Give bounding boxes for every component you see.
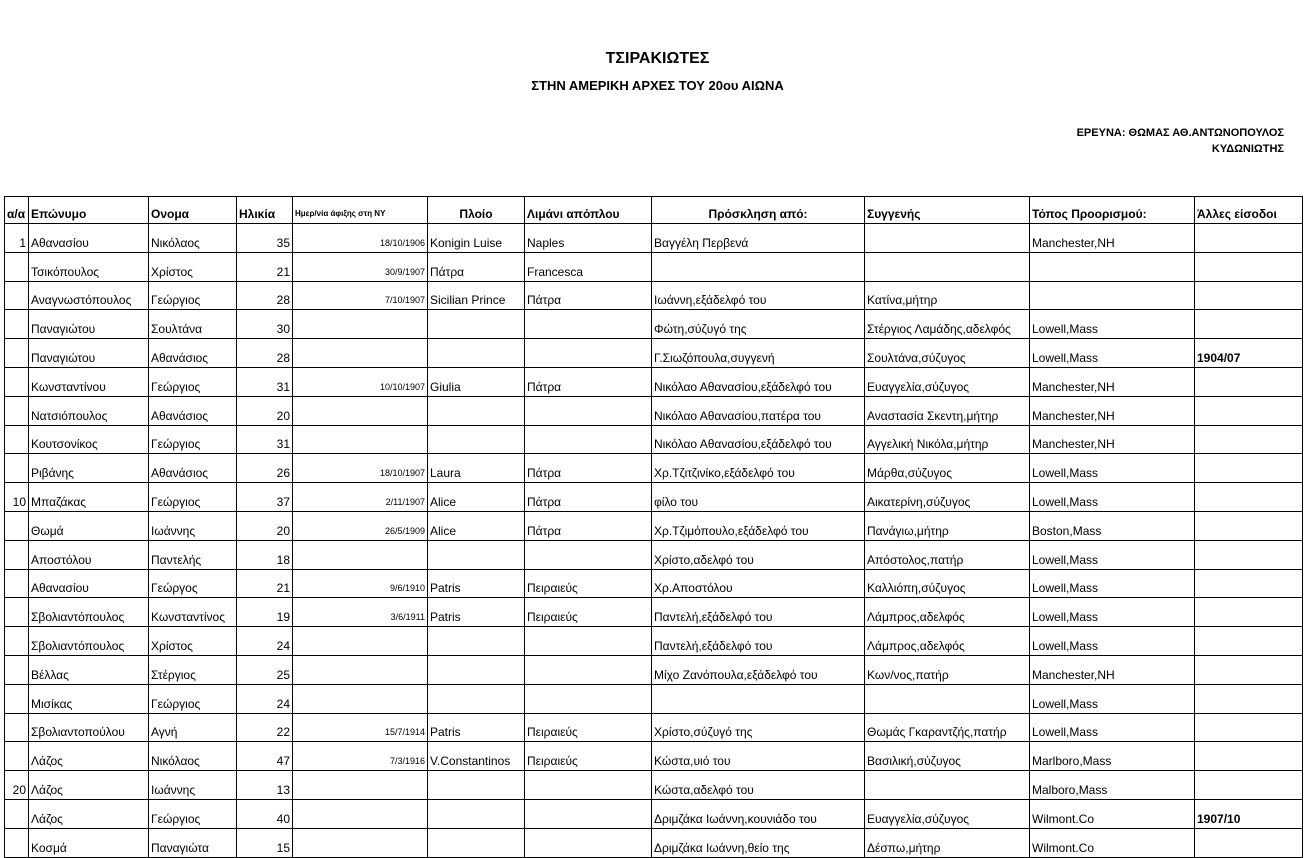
cell-other (1195, 771, 1303, 800)
cell-age: 28 (237, 281, 293, 310)
cell-aa (5, 742, 29, 771)
cell-port (525, 771, 652, 800)
cell-port (525, 396, 652, 425)
table-row (5, 224, 1303, 253)
cell-surname: Λάζος (29, 799, 149, 828)
cell-date (293, 828, 428, 857)
cell-other: 1904/07 (1195, 339, 1303, 368)
cell-destination: Marlboro,Mass (1030, 742, 1195, 771)
cell-aa (5, 627, 29, 656)
cell-surname: Σβολιαντόπουλος (29, 598, 149, 627)
cell-date: 18/10/1907 (293, 454, 428, 483)
cell-invitation: Δριμζάκα Ιωάννη,κουνιάδο του (652, 799, 865, 828)
cell-name: Χρίστος (149, 252, 237, 281)
cell-age: 22 (237, 713, 293, 742)
cell-relative: Βασιλική,σύζυγος (865, 742, 1030, 771)
cell-date: 30/9/1907 (293, 252, 428, 281)
cell-port (525, 828, 652, 857)
cell-port: Francesca (525, 252, 652, 281)
cell-invitation: Κώστα,αδελφό του (652, 771, 865, 800)
cell-name: Γεώργιος (149, 425, 237, 454)
cell-invitation: Νικόλαο Αθανασίου,εξάδελφό του (652, 425, 865, 454)
table-row (5, 540, 1303, 569)
cell-other (1195, 367, 1303, 396)
cell-age: 24 (237, 627, 293, 656)
table-row (5, 655, 1303, 684)
cell-relative: Ευαγγελία,σύζυγος (865, 367, 1030, 396)
cell-surname: Παναγιώτου (29, 310, 149, 339)
cell-surname: Λάζος (29, 771, 149, 800)
cell-destination: Malboro,Mass (1030, 771, 1195, 800)
cell-age: 18 (237, 540, 293, 569)
cell-relative: Θωμάς Γκαραντζής,πατήρ (865, 713, 1030, 742)
cell-other (1195, 425, 1303, 454)
cell-invitation: Χρ.Αποστόλου (652, 569, 865, 598)
cell-port (525, 425, 652, 454)
cell-name: Χρίστος (149, 627, 237, 656)
cell-ship (428, 396, 525, 425)
table-row (5, 598, 1303, 627)
cell-name: Γεώργιος (149, 799, 237, 828)
cell-ship (428, 655, 525, 684)
cell-aa (5, 540, 29, 569)
cell-invitation: Χρ.Τζιτζινίκο,εξάδελφό του (652, 454, 865, 483)
cell-invitation: Γ.Σιωζόπουλα,συγγενή (652, 339, 865, 368)
cell-other (1195, 511, 1303, 540)
cell-age: 40 (237, 799, 293, 828)
cell-date (293, 799, 428, 828)
cell-date: 15/7/1914 (293, 713, 428, 742)
cell-aa (5, 684, 29, 713)
col-header-destination: Τόπος Προορισμού: (1030, 197, 1195, 224)
cell-ship: Alice (428, 483, 525, 512)
table-row (5, 684, 1303, 713)
cell-port (525, 627, 652, 656)
table-row (5, 742, 1303, 771)
cell-aa (5, 425, 29, 454)
table-row (5, 771, 1303, 800)
cell-port: Πάτρα (525, 281, 652, 310)
research-origin: ΚΥΔΩΝΙΩΤΗΣ (1211, 143, 1284, 155)
cell-port (525, 799, 652, 828)
table-row (5, 252, 1303, 281)
table-row (5, 367, 1303, 396)
cell-destination: Lowell,Mass (1030, 310, 1195, 339)
cell-other (1195, 569, 1303, 598)
table-row (5, 828, 1303, 857)
cell-invitation: Παντελή,εξάδελφό του (652, 598, 865, 627)
cell-surname: Θωμά (29, 511, 149, 540)
cell-age: 26 (237, 454, 293, 483)
cell-surname: Αποστόλου (29, 540, 149, 569)
cell-destination: Lowell,Mass (1030, 454, 1195, 483)
cell-aa (5, 713, 29, 742)
cell-relative: Απόστολος,πατήρ (865, 540, 1030, 569)
cell-destination: Manchester,NH (1030, 425, 1195, 454)
cell-destination: Lowell,Mass (1030, 713, 1195, 742)
cell-invitation: Χρίστο,σύζυγό της (652, 713, 865, 742)
cell-other (1195, 627, 1303, 656)
col-header-invitation: Πρόσκληση από: (652, 197, 865, 224)
cell-name: Νικόλαος (149, 742, 237, 771)
cell-surname: Σβολιαντόπουλος (29, 627, 149, 656)
cell-ship: Patris (428, 713, 525, 742)
cell-port (525, 540, 652, 569)
cell-relative: Στέργιος Λαμάδης,αδελφός (865, 310, 1030, 339)
cell-aa (5, 367, 29, 396)
cell-invitation: Δριμζάκα Ιωάννη,θείο της (652, 828, 865, 857)
cell-ship: Laura (428, 454, 525, 483)
col-header-surname: Επώνυμο (29, 197, 149, 224)
cell-surname: Νατσιόπουλος (29, 396, 149, 425)
cell-other (1195, 310, 1303, 339)
cell-surname: Μπαζάκας (29, 483, 149, 512)
table-row (5, 569, 1303, 598)
cell-name: Ιωάννης (149, 511, 237, 540)
cell-invitation (652, 684, 865, 713)
cell-age: 20 (237, 511, 293, 540)
cell-relative: Κατίνα,μήτηρ (865, 281, 1030, 310)
cell-port (525, 655, 652, 684)
cell-destination: Manchester,NH (1030, 224, 1195, 253)
cell-relative: Καλλιόπη,σύζυγος (865, 569, 1030, 598)
cell-date (293, 540, 428, 569)
cell-aa: 10 (5, 483, 29, 512)
cell-ship (428, 310, 525, 339)
cell-relative (865, 771, 1030, 800)
cell-other (1195, 483, 1303, 512)
cell-invitation: Χρίστο,αδελφό του (652, 540, 865, 569)
table-row (5, 799, 1303, 828)
table-row (5, 454, 1303, 483)
cell-date (293, 310, 428, 339)
cell-ship: Alice (428, 511, 525, 540)
cell-age: 47 (237, 742, 293, 771)
cell-aa (5, 281, 29, 310)
cell-date (293, 627, 428, 656)
cell-name: Γεώργιος (149, 367, 237, 396)
cell-invitation: Μίχο Ζανόπουλα,εξάδελφό του (652, 655, 865, 684)
cell-aa (5, 828, 29, 857)
cell-ship (428, 828, 525, 857)
cell-aa (5, 454, 29, 483)
cell-surname: Σβολιαντοπούλου (29, 713, 149, 742)
cell-surname: Αθανασίου (29, 569, 149, 598)
cell-ship (428, 799, 525, 828)
table-body (5, 224, 1303, 858)
cell-surname: Λάζος (29, 742, 149, 771)
table-header-row (5, 197, 1303, 224)
cell-destination: Wilmont.Co (1030, 799, 1195, 828)
table-row (5, 281, 1303, 310)
cell-other (1195, 252, 1303, 281)
cell-date: 7/3/1916 (293, 742, 428, 771)
cell-invitation: Ιωάννη,εξάδελφό του (652, 281, 865, 310)
cell-name: Γεώργιος (149, 483, 237, 512)
cell-ship: V.Constantinos (428, 742, 525, 771)
cell-age: 31 (237, 425, 293, 454)
cell-invitation (652, 252, 865, 281)
cell-invitation: Παντελή,εξάδελφό του (652, 627, 865, 656)
cell-port: Πειραιεύς (525, 598, 652, 627)
research-credit (1077, 125, 1284, 157)
cell-ship (428, 540, 525, 569)
cell-age: 21 (237, 252, 293, 281)
cell-age: 37 (237, 483, 293, 512)
cell-invitation: Βαγγέλη Περβενά (652, 224, 865, 253)
cell-age: 15 (237, 828, 293, 857)
cell-other (1195, 742, 1303, 771)
cell-port (525, 339, 652, 368)
cell-invitation: Φώτη,σύζυγό της (652, 310, 865, 339)
cell-date: 26/5/1909 (293, 511, 428, 540)
cell-surname: Αθανασίου (29, 224, 149, 253)
cell-surname: Βέλλας (29, 655, 149, 684)
cell-aa: 20 (5, 771, 29, 800)
cell-other (1195, 713, 1303, 742)
cell-ship: Konigin Luise (428, 224, 525, 253)
cell-port: Πειραιεύς (525, 569, 652, 598)
cell-aa (5, 511, 29, 540)
cell-destination: Lowell,Mass (1030, 483, 1195, 512)
cell-other (1195, 828, 1303, 857)
cell-port: Πάτρα (525, 367, 652, 396)
cell-port: Πάτρα (525, 483, 652, 512)
cell-surname: Κωνσταντίνου (29, 367, 149, 396)
col-header-age: Ηλικία (237, 197, 293, 224)
cell-aa (5, 339, 29, 368)
cell-aa (5, 569, 29, 598)
immigrants-table (4, 196, 1303, 858)
cell-age: 19 (237, 598, 293, 627)
cell-name: Αθανάσιος (149, 396, 237, 425)
table-row (5, 339, 1303, 368)
cell-surname: Μισίκας (29, 684, 149, 713)
cell-age: 35 (237, 224, 293, 253)
cell-invitation: Κώστα,υιό του (652, 742, 865, 771)
cell-name: Αθανάσιος (149, 339, 237, 368)
cell-name: Παντελής (149, 540, 237, 569)
cell-other (1195, 540, 1303, 569)
cell-name: Νικόλαος (149, 224, 237, 253)
table-row (5, 483, 1303, 512)
cell-name: Γεώργος (149, 569, 237, 598)
cell-port: Naples (525, 224, 652, 253)
cell-ship: Patris (428, 569, 525, 598)
cell-date (293, 339, 428, 368)
col-header-other: Άλλες είσοδοι (1195, 197, 1303, 224)
cell-ship: Πάτρα (428, 252, 525, 281)
cell-aa: 1 (5, 224, 29, 253)
cell-name: Παναγιώτα (149, 828, 237, 857)
cell-name: Στέργιος (149, 655, 237, 684)
cell-name: Γεώργιος (149, 684, 237, 713)
cell-name: Ιωάννης (149, 771, 237, 800)
cell-aa (5, 252, 29, 281)
cell-other (1195, 281, 1303, 310)
cell-other (1195, 684, 1303, 713)
cell-age: 21 (237, 569, 293, 598)
cell-relative: Αγγελική Νικόλα,μήτηρ (865, 425, 1030, 454)
cell-destination: Lowell,Mass (1030, 598, 1195, 627)
cell-relative (865, 252, 1030, 281)
cell-other (1195, 396, 1303, 425)
cell-aa (5, 310, 29, 339)
cell-ship: Sicilian Prince (428, 281, 525, 310)
cell-date (293, 771, 428, 800)
cell-ship (428, 771, 525, 800)
cell-relative (865, 224, 1030, 253)
cell-date: 18/10/1906 (293, 224, 428, 253)
cell-destination: Lowell,Mass (1030, 627, 1195, 656)
cell-destination (1030, 252, 1195, 281)
cell-invitation: Χρ.Τζιμόπουλο,εξάδελφό του (652, 511, 865, 540)
cell-date: 2/11/1907 (293, 483, 428, 512)
cell-date: 9/6/1910 (293, 569, 428, 598)
cell-date (293, 655, 428, 684)
cell-ship (428, 627, 525, 656)
col-header-name: Ονομα (149, 197, 237, 224)
cell-name: Γεώργιος (149, 281, 237, 310)
cell-port: Πάτρα (525, 511, 652, 540)
cell-destination: Lowell,Mass (1030, 569, 1195, 598)
cell-name: Σουλτάνα (149, 310, 237, 339)
cell-aa (5, 396, 29, 425)
table-row (5, 396, 1303, 425)
cell-ship (428, 684, 525, 713)
cell-ship: Patris (428, 598, 525, 627)
col-header-ship: Πλοίο (428, 197, 525, 224)
table-row (5, 511, 1303, 540)
cell-relative: Δέσπω,μήτηρ (865, 828, 1030, 857)
cell-surname: Τσικόπουλος (29, 252, 149, 281)
cell-age: 25 (237, 655, 293, 684)
cell-other (1195, 224, 1303, 253)
cell-destination: Manchester,NH (1030, 655, 1195, 684)
cell-age: 20 (237, 396, 293, 425)
cell-age: 13 (237, 771, 293, 800)
cell-surname: Παναγιώτου (29, 339, 149, 368)
cell-name: Αγνή (149, 713, 237, 742)
cell-surname: Κουτσονίκος (29, 425, 149, 454)
cell-age: 30 (237, 310, 293, 339)
cell-invitation: φίλο του (652, 483, 865, 512)
research-author: ΕΡΕΥΝΑ: ΘΩΜΑΣ ΑΘ.ΑΝΤΩΝΟΠΟΥΛΟΣ (1076, 127, 1284, 139)
cell-relative: Αναστασία Σκεντη,μήτηρ (865, 396, 1030, 425)
cell-age: 31 (237, 367, 293, 396)
cell-destination: Manchester,NH (1030, 396, 1195, 425)
col-header-relative: Συγγενής (865, 197, 1030, 224)
cell-age: 24 (237, 684, 293, 713)
cell-surname: Ριβάνης (29, 454, 149, 483)
cell-relative: Πανάγιω,μήτηρ (865, 511, 1030, 540)
cell-destination: Boston,Mass (1030, 511, 1195, 540)
cell-relative: Μάρθα,σύζυγος (865, 454, 1030, 483)
table-row (5, 627, 1303, 656)
cell-relative: Αικατερίνη,σύζυγος (865, 483, 1030, 512)
cell-relative: Σουλτάνα,σύζυγος (865, 339, 1030, 368)
cell-invitation: Νικόλαο Αθανασίου,εξάδελφό του (652, 367, 865, 396)
cell-port: Πάτρα (525, 454, 652, 483)
cell-date: 10/10/1907 (293, 367, 428, 396)
cell-relative: Κων/νος,πατήρ (865, 655, 1030, 684)
cell-other (1195, 598, 1303, 627)
cell-ship: Giulia (428, 367, 525, 396)
cell-destination: Wilmont.Co (1030, 828, 1195, 857)
cell-ship (428, 425, 525, 454)
page-title: ΤΣΙΡΑΚΙΩΤΕΣ (605, 50, 710, 67)
cell-destination: Manchester,NH (1030, 367, 1195, 396)
col-header-aa: α/α (5, 197, 29, 224)
col-header-date: Ημερ/νία άφιξης στη ΝΥ (293, 197, 428, 224)
cell-port: Πειραιεύς (525, 742, 652, 771)
cell-other (1195, 655, 1303, 684)
cell-other (1195, 454, 1303, 483)
cell-aa (5, 799, 29, 828)
cell-relative: Ευαγγελία,σύζυγος (865, 799, 1030, 828)
cell-relative: Λάμπρος,αδελφός (865, 598, 1030, 627)
cell-relative (865, 684, 1030, 713)
cell-date (293, 425, 428, 454)
cell-destination: Lowell,Mass (1030, 684, 1195, 713)
table-row (5, 425, 1303, 454)
page-subtitle: ΣΤΗΝ ΑΜΕΡΙΚΗ ΑΡΧΕΣ ΤΟΥ 20ου ΑΙΩΝΑ (531, 78, 784, 93)
cell-aa (5, 655, 29, 684)
cell-date (293, 396, 428, 425)
cell-ship (428, 339, 525, 368)
cell-surname: Κοσμά (29, 828, 149, 857)
cell-surname: Αναγνωστόπουλος (29, 281, 149, 310)
cell-date (293, 684, 428, 713)
cell-destination: Lowell,Mass (1030, 339, 1195, 368)
cell-name: Αθανάσιος (149, 454, 237, 483)
table-row (5, 713, 1303, 742)
cell-date: 7/10/1907 (293, 281, 428, 310)
cell-age: 28 (237, 339, 293, 368)
cell-name: Κωνσταντίνος (149, 598, 237, 627)
cell-invitation: Νικόλαο Αθανασίου,πατέρα του (652, 396, 865, 425)
table-row (5, 310, 1303, 339)
cell-port (525, 684, 652, 713)
cell-port (525, 310, 652, 339)
col-header-port: Λιμάνι απόπλου (525, 197, 652, 224)
cell-relative: Λάμπρος,αδελφός (865, 627, 1030, 656)
cell-aa (5, 598, 29, 627)
cell-other: 1907/10 (1195, 799, 1303, 828)
cell-destination (1030, 281, 1195, 310)
cell-port: Πειραιεύς (525, 713, 652, 742)
cell-date: 3/6/1911 (293, 598, 428, 627)
cell-destination: Lowell,Mass (1030, 540, 1195, 569)
